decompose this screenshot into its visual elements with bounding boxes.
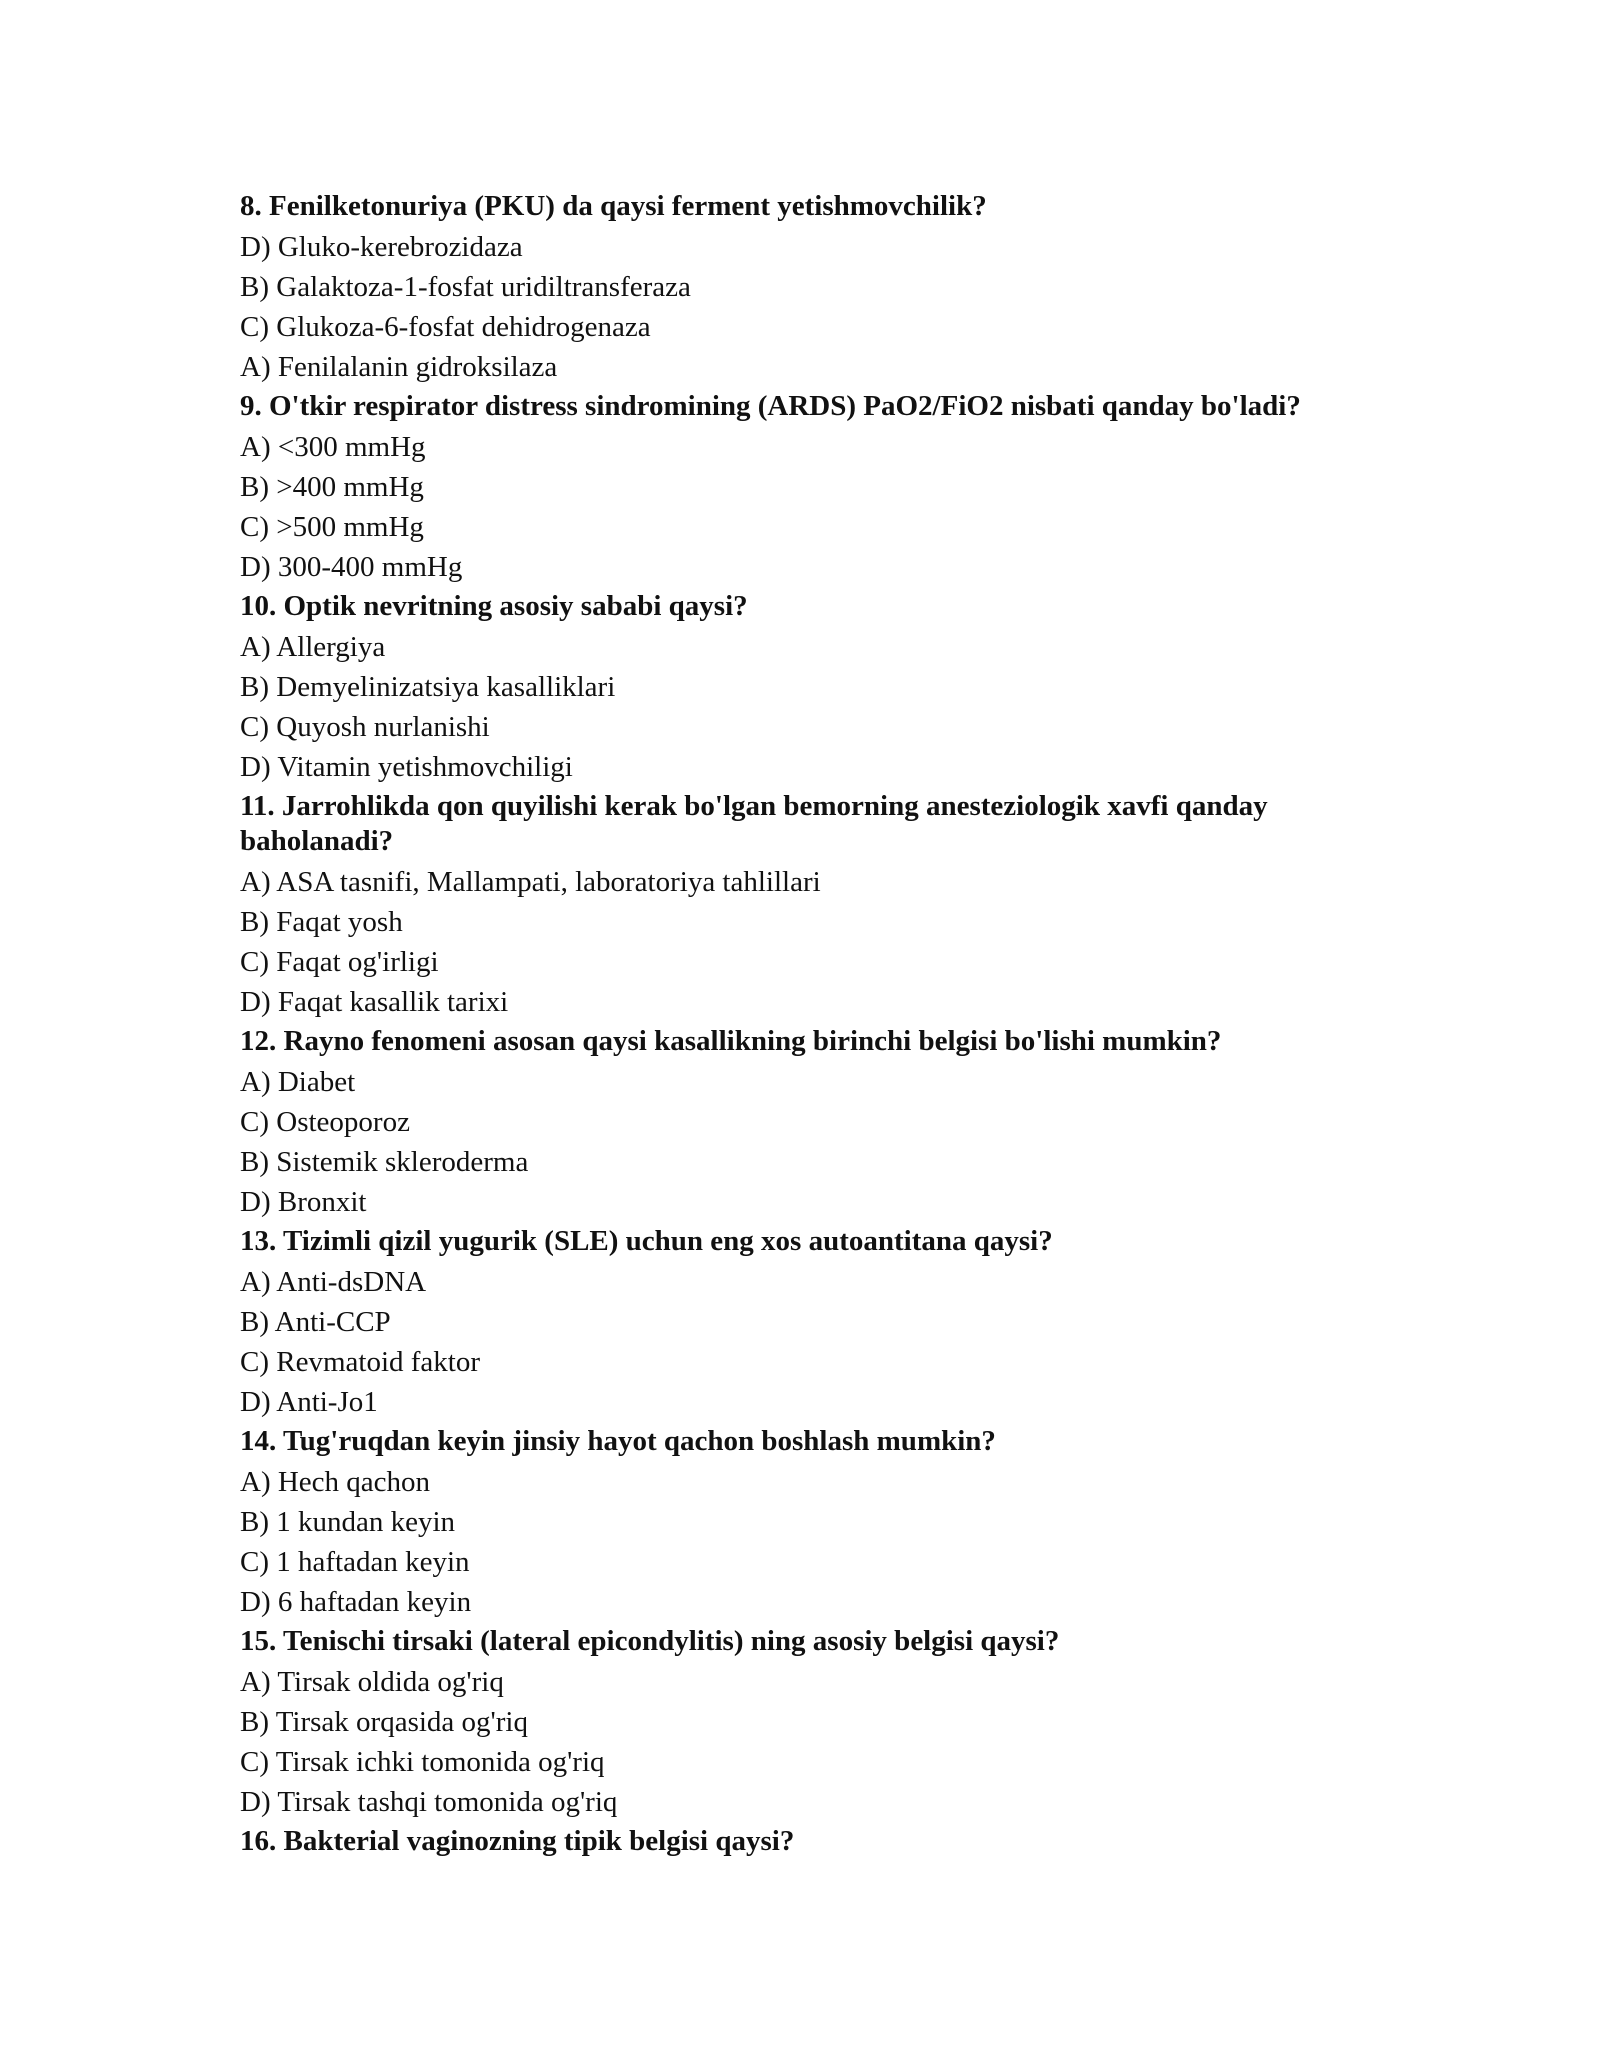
answer-option: B) 1 kundan keyin (240, 1506, 456, 1538)
question-block (240, 1622, 1400, 1822)
answer-option: A) Fenilalanin gidroksilaza (240, 351, 558, 383)
question-block (240, 787, 1400, 1022)
answer-option: B) >400 mmHg (240, 471, 424, 503)
answer-option: D) 300-400 mmHg (240, 551, 463, 583)
question-title: 12. Rayno fenomeni asosan qaysi kasallikning birinchi belgisi bo'lishi mumkin? (240, 1025, 1222, 1057)
question-block (240, 1422, 1400, 1622)
answer-option: D) Anti-Jo1 (240, 1386, 378, 1418)
answer-option: A) Allergiya (240, 631, 386, 663)
answer-option: C) 1 haftadan keyin (240, 1546, 470, 1578)
question-block (240, 387, 1400, 587)
answer-option: B) Demyelinizatsiya kasalliklari (240, 671, 616, 703)
answer-option: C) Faqat og'irligi (240, 946, 439, 978)
answer-option: C) Quyosh nurlanishi (240, 711, 490, 743)
question-block (240, 187, 1400, 387)
answer-option: D) Bronxit (240, 1186, 367, 1218)
document-page (240, 187, 1400, 1862)
answer-option: D) Faqat kasallik tarixi (240, 986, 509, 1018)
question-title: 14. Tug'ruqdan keyin jinsiy hayot qachon boshlash mumkin? (240, 1425, 996, 1457)
question-block (240, 587, 1400, 787)
answer-option: A) ASA tasnifi, Mallampati, laboratoriya tahlillari (240, 866, 821, 898)
question-block (240, 1022, 1400, 1222)
answer-option: A) Diabet (240, 1066, 356, 1098)
answer-option: C) Osteoporoz (240, 1106, 410, 1138)
answer-option: C) >500 mmHg (240, 511, 424, 543)
question-block (240, 1222, 1400, 1422)
answer-option: D) Gluko-kerebrozidaza (240, 231, 523, 263)
answer-option: C) Revmatoid faktor (240, 1346, 481, 1378)
answer-option: C) Tirsak ichki tomonida og'riq (240, 1746, 605, 1778)
answer-option: B) Galaktoza-1-fosfat uridiltransferaza (240, 271, 691, 303)
question-title: 8. Fenilketonuriya (PKU) da qaysi ferment yetishmovchilik? (240, 190, 987, 222)
question-title: 10. Optik nevritning asosiy sababi qaysi? (240, 590, 748, 622)
answer-option: C) Glukoza-6-fosfat dehidrogenaza (240, 311, 651, 343)
answer-option: D) Vitamin yetishmovchiligi (240, 751, 573, 783)
question-title: 13. Tizimli qizil yugurik (SLE) uchun eng xos autoantitana qaysi? (240, 1225, 1053, 1257)
answer-option: D) Tirsak tashqi tomonida og'riq (240, 1786, 618, 1818)
answer-option: B) Faqat yosh (240, 906, 403, 938)
question-block (240, 1822, 1400, 1862)
answer-option: A) Anti-dsDNA (240, 1266, 427, 1298)
answer-option: B) Anti-CCP (240, 1306, 391, 1338)
question-title: 11. Jarrohlikda qon quyilishi kerak bo'lgan bemorning anesteziologik xavfi qanday baholanadi? (240, 790, 1268, 857)
question-title: 15. Tenischi tirsaki (lateral epicondylitis) ning asosiy belgisi qaysi? (240, 1625, 1060, 1657)
question-title: 16. Bakterial vaginozning tipik belgisi qaysi? (240, 1825, 795, 1857)
answer-option: A) Hech qachon (240, 1466, 431, 1498)
answer-option: A) Tirsak oldida og'riq (240, 1666, 504, 1698)
answer-option: B) Sistemik skleroderma (240, 1146, 529, 1178)
question-title: 9. O'tkir respirator distress sindromining (ARDS) PaO2/FiO2 nisbati qanday bo'ladi? (240, 390, 1301, 422)
answer-option: B) Tirsak orqasida og'riq (240, 1706, 528, 1738)
answer-option: A) <300 mmHg (240, 431, 426, 463)
answer-option: D) 6 haftadan keyin (240, 1586, 472, 1618)
